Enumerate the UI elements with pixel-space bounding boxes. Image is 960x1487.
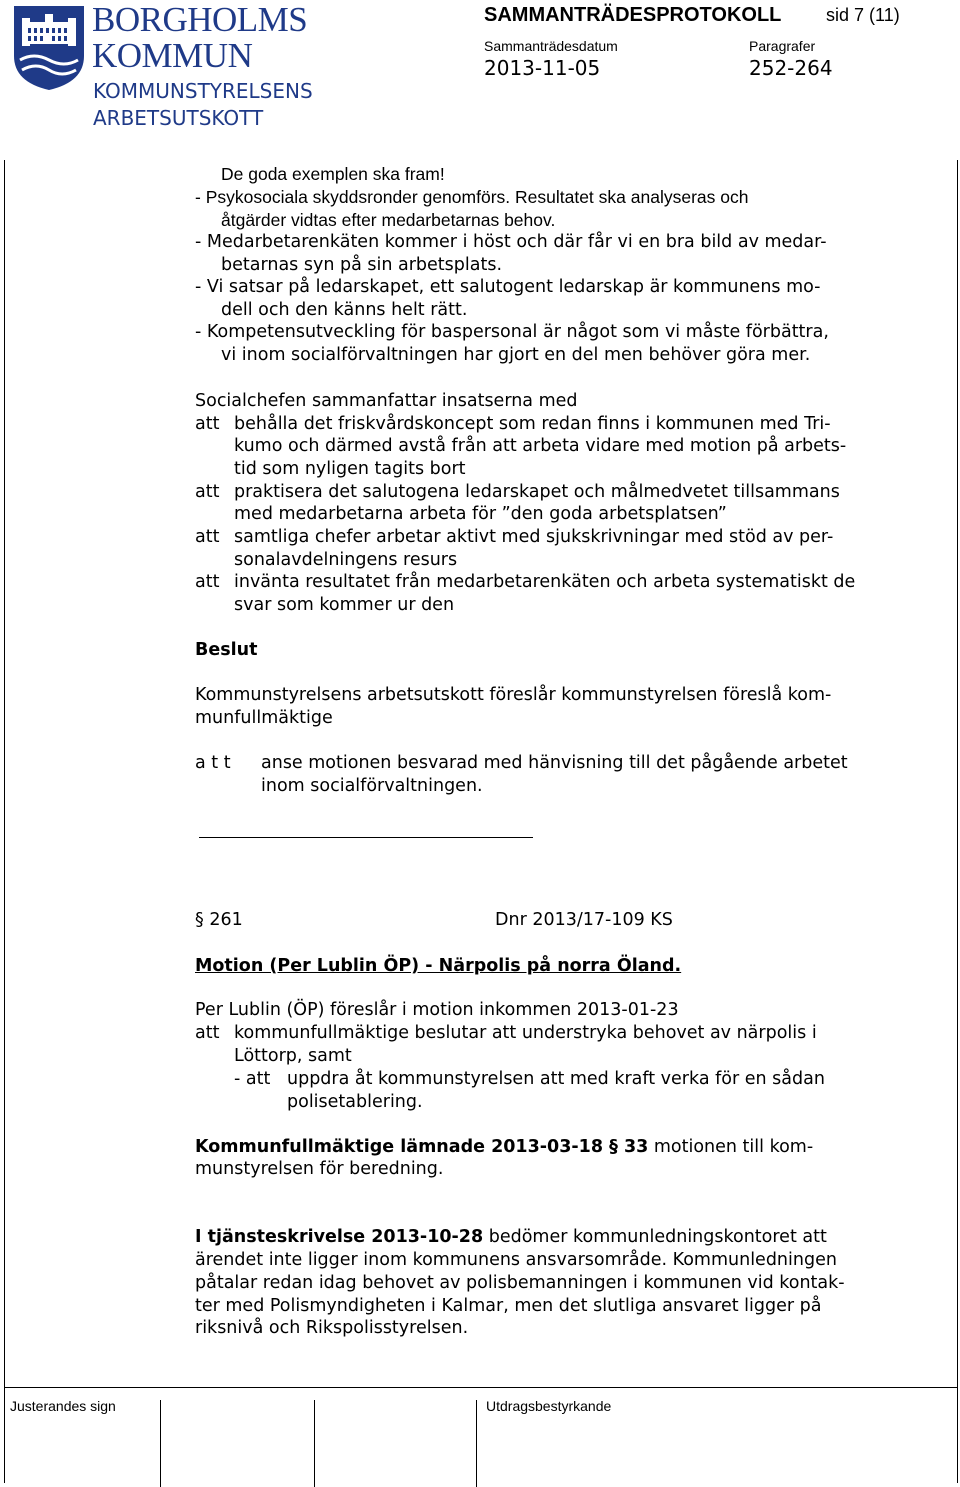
ts-text-line: ärendet inte ligger inom kommunens ansvarsområde. Kommunledningen bbox=[195, 1250, 837, 1270]
decision-heading: Beslut bbox=[195, 640, 258, 660]
att-label: att bbox=[195, 527, 220, 547]
ts-line bbox=[195, 1227, 827, 1247]
org-name-line2: KOMMUN bbox=[92, 36, 253, 75]
signature-box-divider bbox=[476, 1400, 477, 1487]
intro-line: - Vi satsar på ledarskapet, ett salutogent ledarskap är kommunens mo- bbox=[195, 277, 821, 297]
ts-rest-text: bedömer kommunledningskontoret att bbox=[483, 1227, 827, 1247]
section-title: Motion (Per Lublin ÖP) - Närpolis på norra Öland. bbox=[195, 956, 682, 976]
summary-item-line: praktisera det salutogena ledarskapet och målmedvetet tillsammans bbox=[234, 482, 840, 502]
intro-line: vi inom socialförvaltningen har gjort en del men behöver göra mer. bbox=[221, 345, 811, 365]
ts-bold-text: I tjänsteskrivelse 2013-10-28 bbox=[195, 1227, 484, 1247]
footer-rule bbox=[4, 1387, 958, 1388]
summary-item-line: behålla det friskvårdskoncept som redan finns i kommunen med Tri- bbox=[234, 414, 831, 434]
paragraphs-label: Paragrafer bbox=[749, 38, 816, 54]
motion-att-label: att bbox=[195, 1023, 220, 1043]
intro-line: - Psykosociala skyddsronder genomförs. Resultatet ska analyseras och bbox=[195, 187, 749, 207]
left-margin-rule bbox=[4, 160, 5, 1483]
summary-item-line: invänta resultatet från medarbetarenkäten och arbeta systematiskt de bbox=[234, 572, 856, 592]
intro-line: - Medarbetarenkäten kommer i höst och där får vi en bra bild av medar- bbox=[195, 232, 827, 252]
intro-line: - Kompetensutveckling för baspersonal är något som vi måste förbättra, bbox=[195, 322, 829, 342]
kf-bold-text: Kommunfullmäktige lämnade 2013-03-18 § 33 bbox=[195, 1137, 649, 1157]
ts-text-line: riksnivå och Rikspolisstyrelsen. bbox=[195, 1318, 469, 1338]
decision-line: munfullmäktige bbox=[195, 708, 333, 728]
paragraphs-value: 252-264 bbox=[749, 56, 833, 80]
date-value: 2013-11-05 bbox=[484, 56, 601, 80]
motion-att-line: Löttorp, samt bbox=[234, 1046, 352, 1066]
summary-item-line: samtliga chefer arbetar aktivt med sjukskrivningar med stöd av per- bbox=[234, 527, 834, 547]
intro-line: dell och den känns helt rätt. bbox=[221, 300, 468, 320]
body-name-line1: KOMMUNSTYRELSENS bbox=[93, 79, 313, 103]
extract-label: Utdragsbestyrkande bbox=[486, 1398, 612, 1414]
decision-att-label: a t t bbox=[195, 753, 231, 773]
coat-of-arms-icon bbox=[12, 4, 86, 92]
page-info: sid 7 (11) bbox=[826, 5, 900, 25]
body-name-line2: ARBETSUTSKOTT bbox=[93, 106, 264, 130]
motion-sub-line: polisetablering. bbox=[287, 1092, 423, 1112]
section-separator bbox=[199, 837, 533, 838]
intro-line: betarnas syn på sin arbetsplats. bbox=[221, 255, 503, 275]
decision-line: Kommunstyrelsens arbetsutskott föreslår kommunstyrelsen föreslå kom- bbox=[195, 685, 832, 705]
motion-sub-att-label: - att bbox=[234, 1069, 271, 1089]
decision-att-line: anse motionen besvarad med hänvisning till det pågående arbetet bbox=[261, 753, 848, 773]
signature-label: Justerandes sign bbox=[10, 1398, 116, 1414]
date-label: Sammanträdesdatum bbox=[484, 38, 618, 54]
summary-item-line: sonalavdelningens resurs bbox=[234, 550, 458, 570]
att-label: att bbox=[195, 572, 220, 592]
kf-rest-text: motionen till kom- bbox=[648, 1137, 814, 1157]
intro-line: åtgärder vidtas efter medarbetarnas behov. bbox=[221, 210, 556, 230]
decision-att-line: inom socialförvaltningen. bbox=[261, 776, 483, 796]
section-dnr: Dnr 2013/17-109 KS bbox=[495, 910, 673, 930]
motion-att-line: kommunfullmäktige beslutar att understryka behovet av närpolis i bbox=[234, 1023, 817, 1043]
right-margin-rule bbox=[957, 160, 958, 1483]
summary-item-line: svar som kommer ur den bbox=[234, 595, 455, 615]
kf-line bbox=[195, 1137, 813, 1157]
motion-sub-line: uppdra åt kommunstyrelsen att med kraft verka för en sådan bbox=[287, 1069, 825, 1089]
motion-intro: Per Lublin (ÖP) föreslår i motion inkommen 2013-01-23 bbox=[195, 1000, 679, 1020]
att-label: att bbox=[195, 482, 220, 502]
signature-box-divider bbox=[314, 1400, 315, 1487]
summary-item-line: med medarbetarna arbeta för ”den goda arbetsplatsen” bbox=[234, 504, 727, 524]
summary-heading: Socialchefen sammanfattar insatserna med bbox=[195, 391, 578, 411]
org-name-line1: BORGHOLMS bbox=[92, 0, 308, 39]
ts-text-line: påtalar redan idag behovet av polisbemanningen i kommunen vid kontak- bbox=[195, 1273, 845, 1293]
signature-box-divider bbox=[160, 1400, 161, 1487]
kf-line-2: munstyrelsen för beredning. bbox=[195, 1159, 444, 1179]
summary-item-line: kumo och därmed avstå från att arbeta vidare med motion på arbets- bbox=[234, 436, 847, 456]
ts-text-line: ter med Polismyndigheten i Kalmar, men det slutliga ansvaret ligger på bbox=[195, 1296, 822, 1316]
section-number: § 261 bbox=[195, 910, 243, 930]
summary-item-line: tid som nyligen tagits bort bbox=[234, 459, 466, 479]
intro-line: De goda exemplen ska fram! bbox=[221, 164, 445, 184]
att-label: att bbox=[195, 414, 220, 434]
document-title: SAMMANTRÄDESPROTOKOLL bbox=[484, 4, 782, 26]
